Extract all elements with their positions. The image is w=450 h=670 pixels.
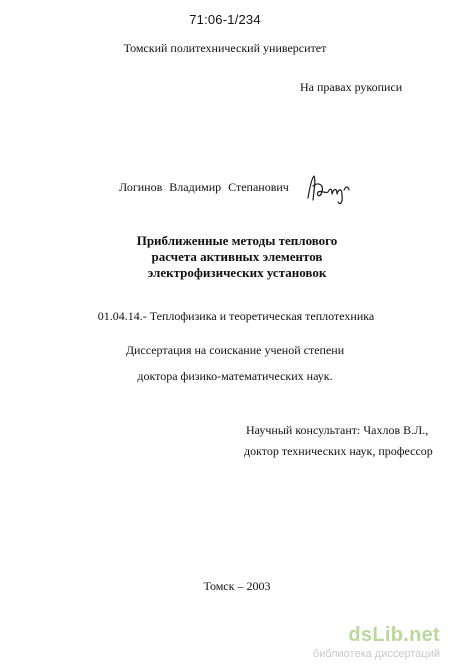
watermark-subtitle: библиотека диссертаций (312, 648, 440, 660)
watermark-logo: dsLib.net (348, 624, 440, 646)
watermark (296, 624, 446, 668)
title-line: Приближенные методы теплового (136, 233, 338, 248)
title-line: расчета активных элементов (151, 249, 323, 264)
degree-sought: доктора физико-математических наук. (137, 369, 333, 383)
scientific-consultant: Научный консультант: Чахлов В.Л., (246, 423, 429, 437)
signature-image (304, 172, 352, 208)
title-line: электрофизических установок (147, 265, 327, 280)
consultant-degree: доктор технических наук, профессор (244, 444, 433, 458)
dissertation-title (0, 233, 450, 281)
document-code: 71:06-1/234 (189, 12, 261, 27)
city-year: Томск – 2003 (203, 579, 271, 593)
specialty-code: 01.04.14.- Теплофизика и теоретическая теплотехника (97, 309, 375, 323)
manuscript-rights: На правах рукописи (300, 80, 403, 94)
author-name: Логинов Владимир Степанович (119, 180, 289, 194)
university-name: Томский политехнический университет (123, 41, 327, 55)
dissertation-statement: Диссертация на соискание ученой степени (125, 343, 345, 357)
